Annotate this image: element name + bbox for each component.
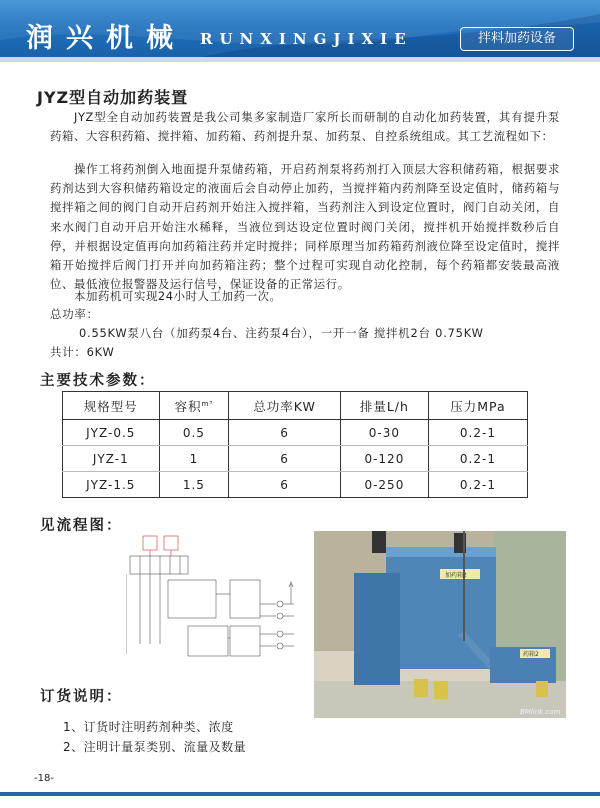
spec-section-title: 主要技术参数： [40,373,156,389]
table-cell: 0.2-1 [428,420,527,446]
page-number: -18- [34,773,54,784]
spec-header-volume: 容积$^{m^3}$ [159,392,229,420]
power-label: 总功率： [50,307,99,321]
table-cell: 6 [229,446,341,472]
brand-name-english: RUNXINGJIXIE [200,30,413,48]
intro-paragraph: JYZ型全自动加药装置是我公司集多家制造厂家所长而研制的自动化加药装置，其有提升泵药箱、大容积药箱、搅拌箱、加药箱、药剂提升泵、加药泵、自控系统组成。其工艺流程如下： [50,110,560,144]
header-bottom-strip [0,57,600,62]
table-cell: JYZ-0.5 [63,420,160,446]
process-flow-diagram [126,534,298,664]
manual-paragraph: 本加药机可实现24小时人工加药一次。 [74,289,282,303]
power-detail: 0.55KW泵八台（加药泵4台、注药泵4台），一开一备 搅拌机2台 0.75KW [79,326,484,340]
table-cell: 6 [229,420,341,446]
order-item: 1、订货时注明药剂种类、浓度 [63,720,234,734]
spec-header-model: 规格型号 [63,392,160,420]
tank-label-2: 药箱2 [523,651,539,658]
table-cell: JYZ-1 [63,446,160,472]
spec-header-power: 总功率KW [229,392,341,420]
table-cell: 1.5 [159,472,229,498]
photo-watermark: BMlink.com [520,708,561,716]
flow-section-title: 见流程图： [40,518,123,534]
product-title: JYZ型自动加药装置 [37,88,189,107]
process-paragraph: 操作工将药剂倒入地面提升泵储药箱，开启药剂泵将药剂打入顶层大容积储药箱，根据要求药剂达到大容积储药箱设定的液面后会自动停止加药，当搅拌箱内药剂降至设定值时，储药箱与搅拌箱之间的阀门自动开启药剂开始注入搅拌箱，当药剂注入到设定位置时，阀门自动关闭，自来水阀门自动开启开始注水稀释，当液位到达设定位置时阀门关闭，搅拌机开始搅拌数秒后自停，并根据设定值再向加药箱注药并定时搅拌；同样原理当加药箱药剂液位降至设定值时，搅拌箱开始搅拌后阀门打开并向加药箱注药；整个过程可实现自动化控制，每个药箱都安装最高液位、最低液位报警器及运行信号，保证设备的正常运行。 [50,162,560,292]
equipment-photo [314,531,566,718]
tank-label-1: 加药箱2 [445,572,467,579]
spec-table-header-row [63,392,528,420]
table-cell: 0-30 [340,420,428,446]
power-total: 共计：6KW [50,345,115,359]
table-cell: 0.2-1 [428,446,527,472]
table-cell: 1 [159,446,229,472]
spec-header-pressure: 压力MPa [428,392,527,420]
footer-rule [0,792,600,796]
spec-table [62,391,528,498]
brand-name-chinese: 润兴机械 [26,23,186,54]
volume-unit: m³ [201,399,214,408]
table-cell: 0-250 [340,472,428,498]
spec-header-flow: 排量L/h [340,392,428,420]
category-badge: 拌料加药设备 [460,27,574,51]
table-cell: JYZ-1.5 [63,472,160,498]
table-row [63,420,528,446]
table-row [63,446,528,472]
order-section-title: 订货说明： [40,689,123,705]
table-row [63,472,528,498]
order-item: 2、注明计量泵类别、流量及数量 [63,740,247,754]
page-header-banner [0,0,600,62]
table-cell: 0.2-1 [428,472,527,498]
table-cell: 0-120 [340,446,428,472]
table-cell: 6 [229,472,341,498]
table-cell: 0.5 [159,420,229,446]
